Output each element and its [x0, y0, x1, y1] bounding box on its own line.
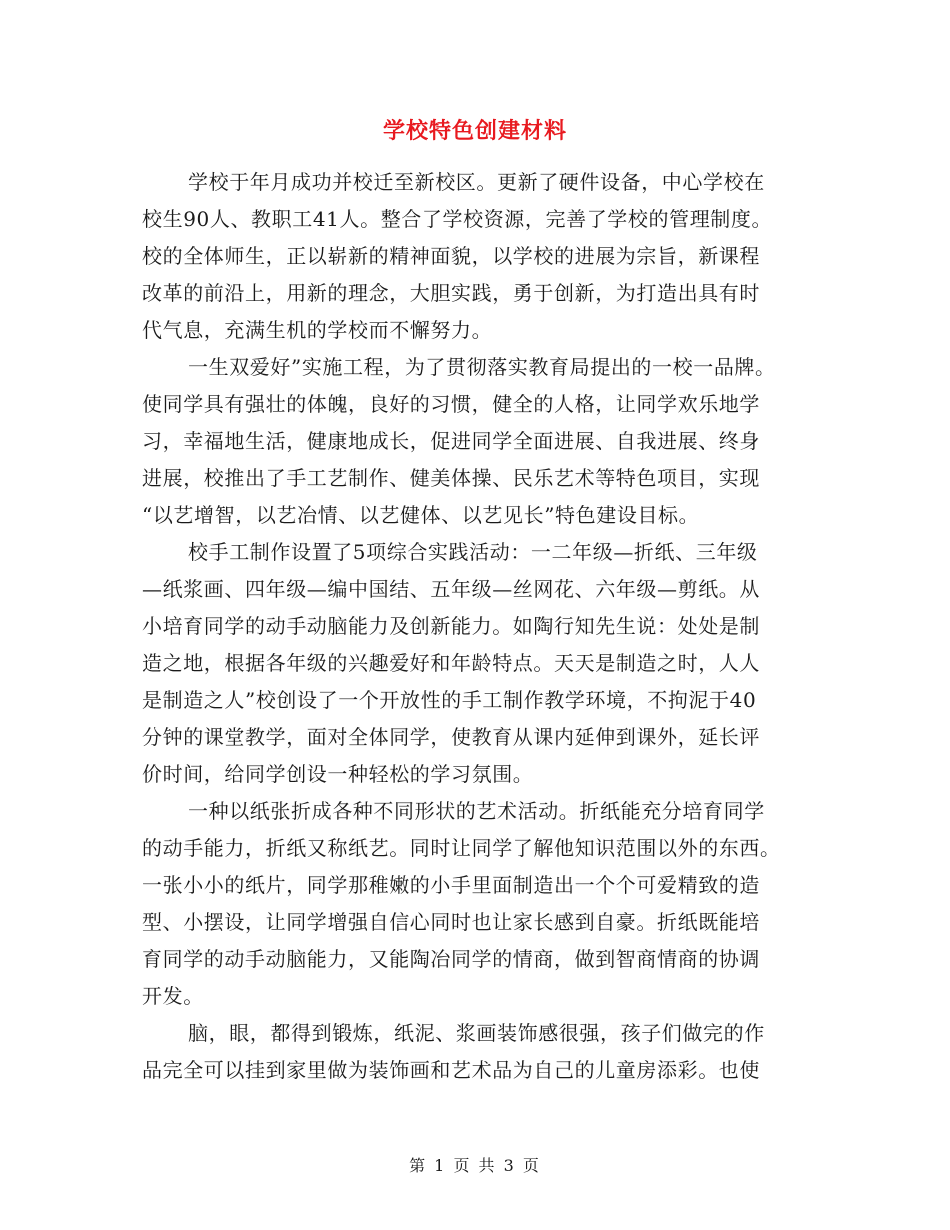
text-line: 一张小小的纸片，同学那稚嫩的小手里面制造出一个个可爱精致的造	[142, 873, 760, 897]
text-line: “以艺增智，以艺冶情、以艺健体、以艺见长”特色建设目标。	[142, 503, 700, 527]
text-line: 习，幸福地生活，健康地成长，促进同学全面进展、自我进展、终身	[142, 429, 760, 453]
text-line: 校手工制作设置了5项综合实践活动：一二年级—折纸、三年级	[188, 540, 758, 564]
text-line: 代气息，充满生机的学校而不懈努力。	[142, 318, 493, 342]
text-line: 使同学具有强壮的体魄，良好的习惯，健全的人格，让同学欢乐地学	[142, 392, 760, 416]
text-line: 是制造之人”校创设了一个开放性的手工制作教学环境，不拘泥于40	[142, 688, 757, 712]
document-body	[142, 164, 808, 1089]
text-line: 分钟的课堂教学，面对全体同学，使教育从课内延伸到课外，延长评	[142, 725, 760, 749]
text-line: 价时间，给同学创设一种轻松的学习氛围。	[142, 762, 534, 786]
text-line: 开发。	[142, 984, 204, 1008]
page-footer: 第 1 页 共 3 页	[409, 1156, 541, 1175]
text-line: 育同学的动手动脑能力，又能陶冶同学的情商，做到智商情商的协调	[142, 947, 760, 971]
text-line: 小培育同学的动手动脑能力及创新能力。如陶行知先生说：处处是制	[142, 614, 760, 638]
text-line: 造之地，根据各年级的兴趣爱好和年龄特点。天天是制造之时，人人	[142, 651, 760, 675]
text-line: 型、小摆设，让同学增强自信心同时也让家长感到自豪。折纸既能培	[142, 910, 760, 934]
text-line: 一生双爱好”实施工程，为了贯彻落实教育局提出的一校一品牌。	[188, 355, 776, 379]
text-line: 的动手能力，折纸又称纸艺。同时让同学了解他知识范围以外的东西。	[142, 836, 781, 860]
text-line: 校的全体师生，正以崭新的精神面貌，以学校的进展为宗旨，新课程	[142, 244, 760, 268]
text-line: 一种以纸张折成各种不同形状的艺术活动。折纸能充分培育同学	[188, 799, 765, 823]
text-line: 进展，校推出了手工艺制作、健美体操、民乐艺术等特色项目，实现	[142, 466, 760, 490]
document-title: 学校特色创建材料	[382, 118, 567, 144]
text-line: 改革的前沿上，用新的理念，大胆实践，勇于创新，为打造出具有时	[142, 281, 760, 305]
text-line: 校生90人、教职工41人。整合了学校资源，完善了学校的管理制度。	[142, 207, 773, 231]
text-line: 学校于年月成功并校迁至新校区。更新了硬件设备，中心学校在	[188, 170, 765, 194]
text-line: 品完全可以挂到家里做为装饰画和艺术品为自己的儿童房添彩。也使	[142, 1058, 760, 1082]
text-line: 脑，眼，都得到锻炼，纸泥、浆画装饰感很强，孩子们做完的作	[188, 1021, 765, 1045]
text-line: —纸浆画、四年级—编中国结、五年级—丝网花、六年级—剪纸。从	[142, 577, 760, 601]
